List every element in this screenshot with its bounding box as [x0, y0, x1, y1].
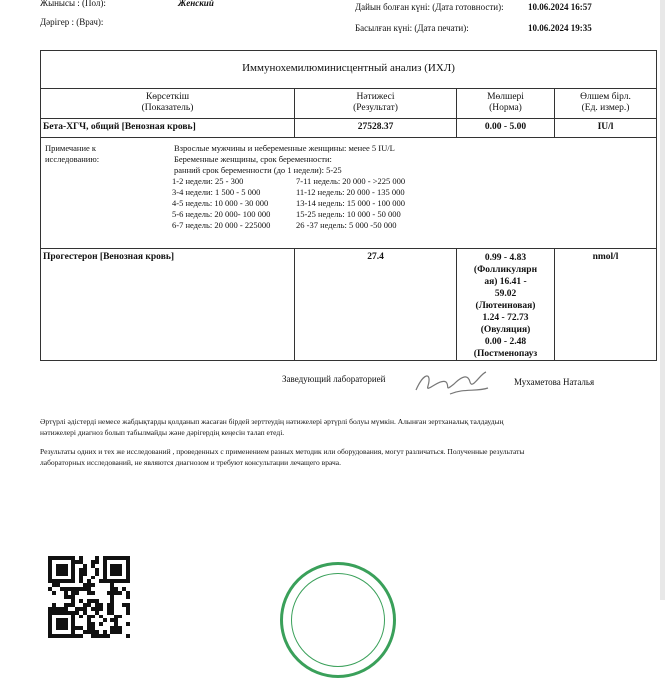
- disclaimer-kz: Әртүрлі әдістерді немесе жабдықтарды қолданып жасаған бірдей зерттеудің нәтижелері әртүрлі болуы мүмкін. Алынған зертханалық талдаудың нәтижелері диагноз болып табылмайды және дәрігердің кеңесін талап етеді.: [40, 417, 504, 437]
- ready-date-label: Дайын болған күні: (Дата готовности):: [355, 2, 504, 12]
- lab-head-name: Мухаметова Наталья: [514, 377, 595, 387]
- row-norm-progesterone: 0.99 - 4.83 (Фолликулярн ая) 16.41 - 59.02 (Лютеиновая) 1.24 - 72.73 (Овуляция) 0.00 - 2.48 (Постменопауз: [473, 253, 538, 359]
- row-unit-progesterone: nmol/l: [592, 252, 619, 262]
- row-result-beta-hcg: 27528.37: [357, 122, 394, 132]
- page-edge-shadow: [660, 0, 665, 600]
- column-header: Көрсеткіш (Показатель): [141, 92, 194, 113]
- report-table: [40, 50, 657, 361]
- lab-head-label: Заведующий лабораторией: [282, 374, 386, 384]
- note-label: Примечание к исследованию:: [45, 143, 100, 164]
- disclaimer-ru: Результаты одних и тех же исследований , проведенных с применением разных методик или оборудования, могут различаться. Полученные результаты лабораторных исследований, не являются диагнозом и требуют консультации лечащего врача.: [40, 447, 525, 467]
- divider: [294, 248, 295, 360]
- note-weeks-right: 7-11 недель: 20 000 - >225 000 11-12 недель: 20 000 - 135 000 13-14 недель: 15 000 - 100 000 15-25 недель: 10 000 - 50 000 26 -37 недель: 5 000 -50 000: [296, 176, 406, 230]
- divider: [41, 118, 656, 119]
- doctor-label: Дәрігер : (Врач):: [40, 17, 104, 27]
- divider: [41, 137, 656, 138]
- divider: [554, 248, 555, 360]
- row-unit-beta-hcg: IU/l: [597, 122, 614, 132]
- report-title: Иммунохемилюминисцентный анализ (ИХЛ): [242, 62, 455, 74]
- row-result-progesterone: 27.4: [367, 252, 384, 262]
- column-header: Нәтижесі (Результат): [353, 92, 398, 113]
- signature-icon: [410, 368, 492, 396]
- note-weeks-left: 1-2 недели: 25 - 300 3-4 недели: 1 500 - 5 000 4-5 недель: 10 000 - 30 000 5-6 недель: 20 000- 100 000 6-7 недель: 20 000 - 225000: [172, 176, 271, 230]
- row-name-beta-hcg: Бета-ХГЧ, общий [Венозная кровь]: [43, 122, 196, 132]
- ready-date-value: 10.06.2024 16:57: [528, 2, 592, 12]
- note-text: Взрослые мужчины и небеременные женщины: менее 5 IU/L Беременные женщины, срок беременности: ранний срок беременности (до 1 недели): 5-25: [174, 143, 395, 175]
- row-name-progesterone: Прогестерон [Венозная кровь]: [43, 252, 175, 262]
- row-norm-beta-hcg: 0.00 - 5.00: [484, 122, 527, 132]
- qr-code-icon: [48, 556, 130, 638]
- print-date-label: Басылған күні: (Дата печати):: [355, 23, 469, 33]
- lab-stamp-icon: [280, 562, 396, 678]
- divider: [41, 248, 656, 249]
- column-header: Өлшем бірл. (Ед. измер.): [580, 92, 631, 113]
- print-date-value: 10.06.2024 19:35: [528, 23, 592, 33]
- divider: [41, 88, 656, 89]
- gender-label: Жынысы : (Пол):: [40, 0, 106, 8]
- gender-value: Женский: [178, 0, 214, 8]
- column-header: Мөлшері (Норма): [487, 92, 524, 113]
